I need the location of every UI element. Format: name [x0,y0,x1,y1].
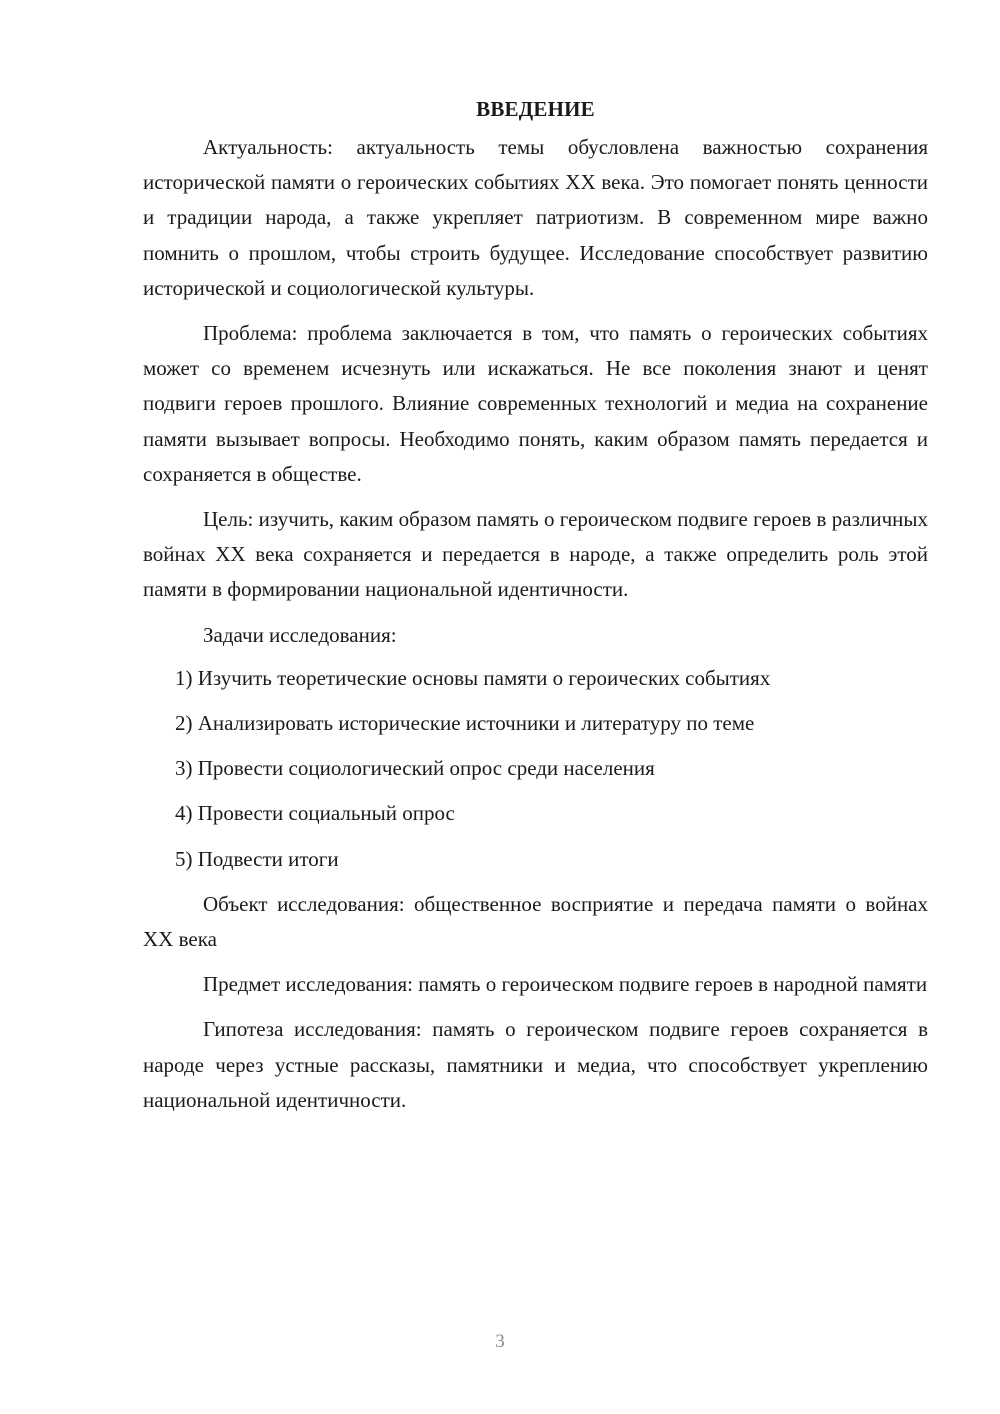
section-title: ВВЕДЕНИЕ [476,97,595,121]
tasks-list [143,661,928,877]
paragraph-object: Объект исследования: общественное восприятие и передача памяти о войнах XX века [143,891,928,952]
task-item: 3) Провести социологический опрос среди населения [175,756,655,781]
document-page [143,92,928,1128]
paragraph-problem: Проблема: проблема заключается в том, что память о героических событиях может со временем исчезнуть или искажаться. Не все поколения знают и ценят подвиги героев прошлого. Влияние современных технологий и медиа на сохранение памяти вызывает вопросы. Необходимо понять, каким образом память передается и сохраняется в обществе. [143,321,928,486]
tasks-heading: Задачи исследования: [203,622,397,647]
task-item: 2) Анализировать исторические источники и литературу по теме [175,711,755,736]
task-item: 4) Провести социальный опрос [175,801,455,826]
paragraph-hypothesis: Гипотеза исследования: память о героическом подвиге героев сохраняется в народе через устные рассказы, памятники и медиа, что способствует укреплению национальной идентичности. [143,1017,928,1112]
paragraph-goal: Цель: изучить, каким образом память о героическом подвиге героев в различных войнах XX века сохраняется и передается в народе, а также определить роль этой памяти в формировании национальной идентичности. [143,507,928,602]
paragraph-relevance: Актуальность: актуальность темы обусловлена важностью сохранения исторической памяти о героических событиях XX века. Это помогает понять ценности и традиции народа, а также укрепляет патриотизм. В современном мире важно помнить о прошлом, чтобы строить будущее. Исследование способствует развитию исторической и социологической культуры. [143,135,928,300]
task-item: 5) Подвести итоги [175,846,339,871]
task-item: 1) Изучить теоретические основы памяти о героических событиях [175,665,771,690]
paragraph-subject: Предмет исследования: память о героическом подвиге героев в народной памяти [203,972,928,997]
page-number: 3 [495,1331,505,1352]
